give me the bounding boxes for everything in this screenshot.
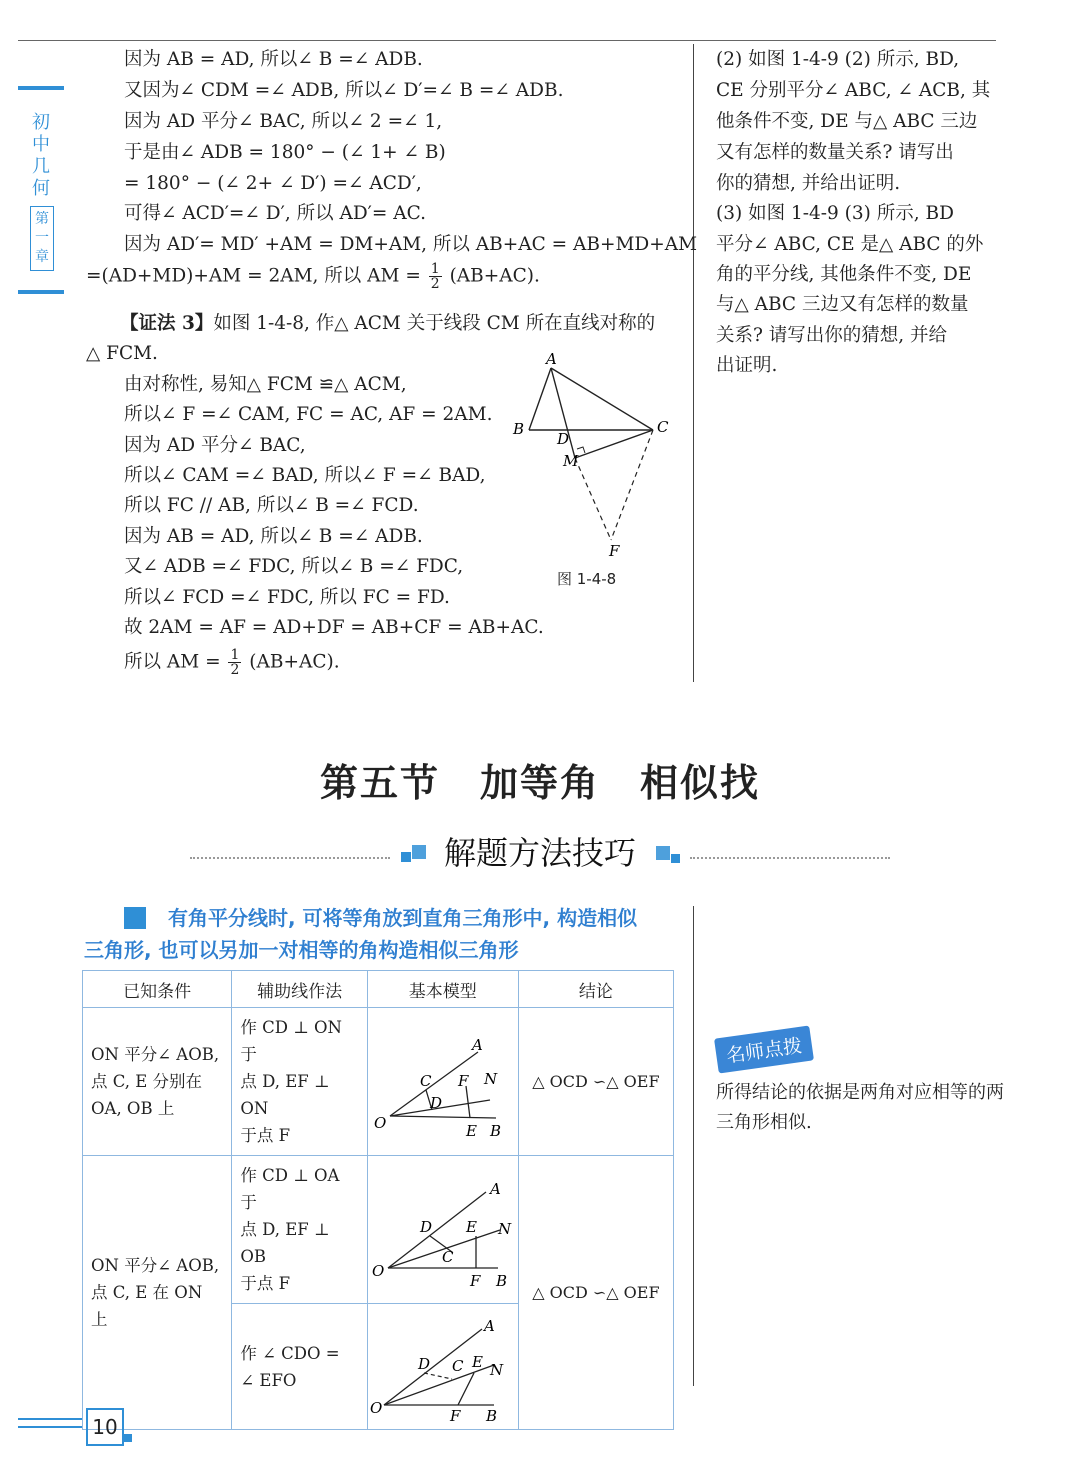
- cell-model: [367, 1304, 518, 1430]
- cell-condition: [83, 1008, 232, 1156]
- label-F: F: [449, 1406, 461, 1425]
- footer-line: [18, 1426, 82, 1428]
- cell-line: 点 D, EF ⊥ OB: [240, 1220, 330, 1266]
- proof3-line: 由对称性, 易知△ FCM ≌△ ACM,: [124, 374, 407, 395]
- proof3-label: 【证法 3】: [120, 313, 214, 334]
- label-B: B: [513, 420, 525, 438]
- final-pre: 所以 AM =: [124, 651, 221, 673]
- proof3-cont: △ FCM.: [86, 343, 158, 364]
- model-diagram-1: [368, 1024, 518, 1136]
- chapter-label: [30, 206, 54, 271]
- fraction: [228, 648, 241, 677]
- table-row: [83, 1156, 674, 1304]
- top-rule: [18, 40, 996, 41]
- final-equation: [124, 648, 340, 677]
- right-line: 他条件不变, DE 与△ ABC 三边: [716, 111, 978, 132]
- tip-line: 三角形, 也可以另加一对相等的角构造相似三角形: [84, 938, 519, 962]
- label-O: O: [371, 1261, 385, 1280]
- side-bar-top: [18, 86, 64, 90]
- tip-marker: [124, 907, 146, 929]
- cell-line: 点 C, E 在 ON 上: [91, 1283, 203, 1329]
- cell-conclusion: [518, 1156, 673, 1430]
- column-divider-top: [693, 44, 694, 682]
- section-title: 第五节 加等角 相似找: [319, 760, 760, 805]
- right-line: 角的平分线, 其他条件不变, DE: [716, 264, 972, 285]
- header-model: 基本模型: [367, 971, 518, 1008]
- label-O: O: [373, 1113, 387, 1132]
- label-B: B: [495, 1271, 507, 1290]
- tip-line: 有角平分线时, 可将等角放到直角三角形中, 构造相似: [168, 906, 638, 930]
- right-line: 关系? 请写出你的猜想, 并给: [716, 325, 948, 346]
- label-A: A: [483, 1316, 495, 1335]
- proof3-line: 所以 FC // AB, 所以∠ B =∠ FCD.: [124, 495, 419, 516]
- proof-line: 因为 AD′= MD′ +AM = DM+AM, 所以 AB+AC = AB+MD+AM: [124, 234, 698, 255]
- label-B: B: [485, 1406, 497, 1425]
- label-D: D: [557, 430, 570, 448]
- cell-line: 作 ∠ CDO =: [240, 1343, 340, 1363]
- label-E: E: [465, 1121, 477, 1136]
- fraction-den: 2: [230, 662, 240, 678]
- label-N: N: [489, 1360, 503, 1379]
- fraction-num: 1: [430, 261, 440, 277]
- proof3-line: 因为 AD 平分∠ BAC,: [124, 435, 306, 456]
- cell-method: [232, 1008, 367, 1156]
- conclusion-text: △ OCD ∽△ OEF: [532, 1283, 660, 1302]
- label-N: N: [483, 1069, 497, 1088]
- cell-line: 于点 F: [240, 1274, 291, 1293]
- conclusion-text: △ OCD ∽△ OEF: [532, 1072, 660, 1091]
- proof-line: = 180° − (∠ 2+ ∠ D′) =∠ ACD′,: [124, 173, 422, 194]
- right-line: 平分∠ ABC, CE 是△ ABC 的外: [716, 234, 984, 255]
- cell-line: ∠ EFO: [240, 1370, 297, 1390]
- cell-model: [367, 1156, 518, 1304]
- teacher-tip-badge: 名师点拨: [714, 1025, 814, 1073]
- proof3-text: 如图 1-4-8, 作△ ACM 关于线段 CM 所在直线对称的: [213, 313, 656, 334]
- right-line: 你的猜想, 并给出证明.: [716, 173, 901, 194]
- label-B: B: [489, 1121, 501, 1136]
- header-conclusion: 结论: [518, 971, 673, 1008]
- cell-method: [232, 1304, 367, 1430]
- cell-method: [232, 1156, 367, 1304]
- proof-line: 可得∠ ACD′=∠ D′, 所以 AD′= AC.: [124, 203, 426, 224]
- cell-line: 于点 F: [240, 1126, 291, 1145]
- fraction-num: 1: [230, 647, 240, 663]
- chapter-char: 一: [35, 230, 49, 246]
- side-bar-bottom: [18, 290, 64, 294]
- book-title-vertical: [30, 112, 52, 200]
- model-diagram-2: [368, 1164, 518, 1292]
- right-line: 与△ ABC 三边又有怎样的数量: [716, 294, 969, 315]
- proof3-line: 所以∠ F =∠ CAM, FC = AC, AF = 2AM.: [124, 404, 493, 425]
- label-N: N: [497, 1219, 511, 1238]
- decor-square: [124, 1434, 132, 1442]
- model-diagram-3: [368, 1305, 518, 1425]
- label-F: F: [457, 1071, 469, 1090]
- cell-condition: [83, 1156, 232, 1430]
- cell-line: 作 CD ⊥ OA 于: [240, 1166, 340, 1212]
- label-O: O: [369, 1398, 383, 1417]
- method-table: [82, 970, 674, 1430]
- label-A: A: [471, 1035, 483, 1054]
- teacher-tip-text: 所得结论的依据是两角对应相等的两三角形相似.: [716, 1082, 1004, 1133]
- proof-line: 因为 AD 平分∠ BAC, 所以∠ 2 =∠ 1,: [124, 111, 443, 132]
- proof3-heading: [120, 313, 655, 335]
- label-C: C: [451, 1356, 464, 1375]
- decor-square: [671, 854, 680, 863]
- figure-1-4-8: [505, 350, 685, 560]
- label-A: A: [546, 350, 557, 368]
- proof3-line: 所以∠ FCD =∠ FDC, 所以 FC = FD.: [124, 587, 450, 608]
- proof-line: 于是由∠ ADB = 180° − (∠ 1+ ∠ B): [124, 142, 446, 163]
- book-title-char: 何: [32, 178, 50, 199]
- equation-line: [86, 262, 540, 291]
- label-E: E: [465, 1217, 477, 1236]
- equation-pre: =(AD+MD)+AM = 2AM, 所以 AM =: [86, 265, 421, 287]
- equation-post: (AB+AC).: [449, 265, 540, 287]
- book-title-char: 初: [32, 112, 50, 133]
- final-post: (AB+AC).: [249, 651, 340, 673]
- table-row: [83, 1008, 674, 1156]
- subsection-title: 解题方法技巧: [443, 834, 636, 872]
- label-D: D: [419, 1217, 432, 1236]
- label-E: E: [471, 1352, 483, 1371]
- label-C: C: [419, 1071, 432, 1090]
- cell-line: ON 平分∠ AOB,: [91, 1256, 220, 1275]
- label-D: D: [429, 1093, 442, 1112]
- header-condition: 已知条件: [83, 971, 232, 1008]
- cell-line: 作 CD ⊥ ON 于: [240, 1018, 342, 1064]
- label-C: C: [441, 1247, 454, 1266]
- book-title-char: 中: [32, 134, 50, 155]
- proof-line: 又因为∠ CDM =∠ ADB, 所以∠ D′=∠ B =∠ ADB.: [124, 80, 564, 101]
- right-line: 出证明.: [716, 355, 778, 376]
- footer-line: [18, 1418, 82, 1420]
- fraction: [429, 262, 442, 291]
- dotted-line-right: [690, 857, 890, 859]
- label-A: A: [489, 1179, 501, 1198]
- proof3-line: 故 2AM = AF = AD+DF = AB+CF = AB+AC.: [124, 617, 544, 638]
- proof3-line: 又∠ ADB =∠ FDC, 所以∠ B =∠ FDC,: [124, 556, 464, 577]
- right-line: 又有怎样的数量关系? 请写出: [716, 142, 954, 163]
- figure-caption: 图 1-4-8: [557, 570, 617, 588]
- column-divider-bottom: [693, 906, 694, 1386]
- proof-line: 因为 AB = AD, 所以∠ B =∠ ADB.: [124, 49, 423, 70]
- label-D: D: [417, 1354, 430, 1373]
- proof3-line: 因为 AB = AD, 所以∠ B =∠ ADB.: [124, 526, 423, 547]
- right-line: (3) 如图 1-4-9 (3) 所示, BD: [716, 203, 954, 224]
- cell-line: 点 C, E 分别在: [91, 1072, 203, 1091]
- label-M: M: [563, 452, 579, 470]
- cell-conclusion: [518, 1008, 673, 1156]
- book-title-char: 几: [32, 156, 50, 177]
- page-number: 10: [86, 1408, 124, 1446]
- label-F: F: [469, 1271, 481, 1290]
- label-C: C: [657, 418, 669, 436]
- cell-line: OA, OB 上: [91, 1099, 175, 1118]
- fraction-den: 2: [430, 276, 440, 292]
- table-header-row: [83, 971, 674, 1008]
- label-F: F: [609, 542, 620, 560]
- decor-square: [656, 846, 670, 860]
- right-line: (2) 如图 1-4-9 (2) 所示, BD,: [716, 49, 960, 70]
- chapter-char: 第: [35, 211, 49, 227]
- right-line: CE 分别平分∠ ABC, ∠ ACB, 其: [716, 80, 991, 101]
- chapter-char: 章: [35, 249, 49, 265]
- proof3-line: 所以∠ CAM =∠ BAD, 所以∠ F =∠ BAD,: [124, 465, 486, 486]
- cell-line: 点 D, EF ⊥ ON: [240, 1072, 330, 1118]
- header-method: 辅助线作法: [232, 971, 367, 1008]
- cell-model: [367, 1008, 518, 1156]
- cell-line: ON 平分∠ AOB,: [91, 1045, 220, 1064]
